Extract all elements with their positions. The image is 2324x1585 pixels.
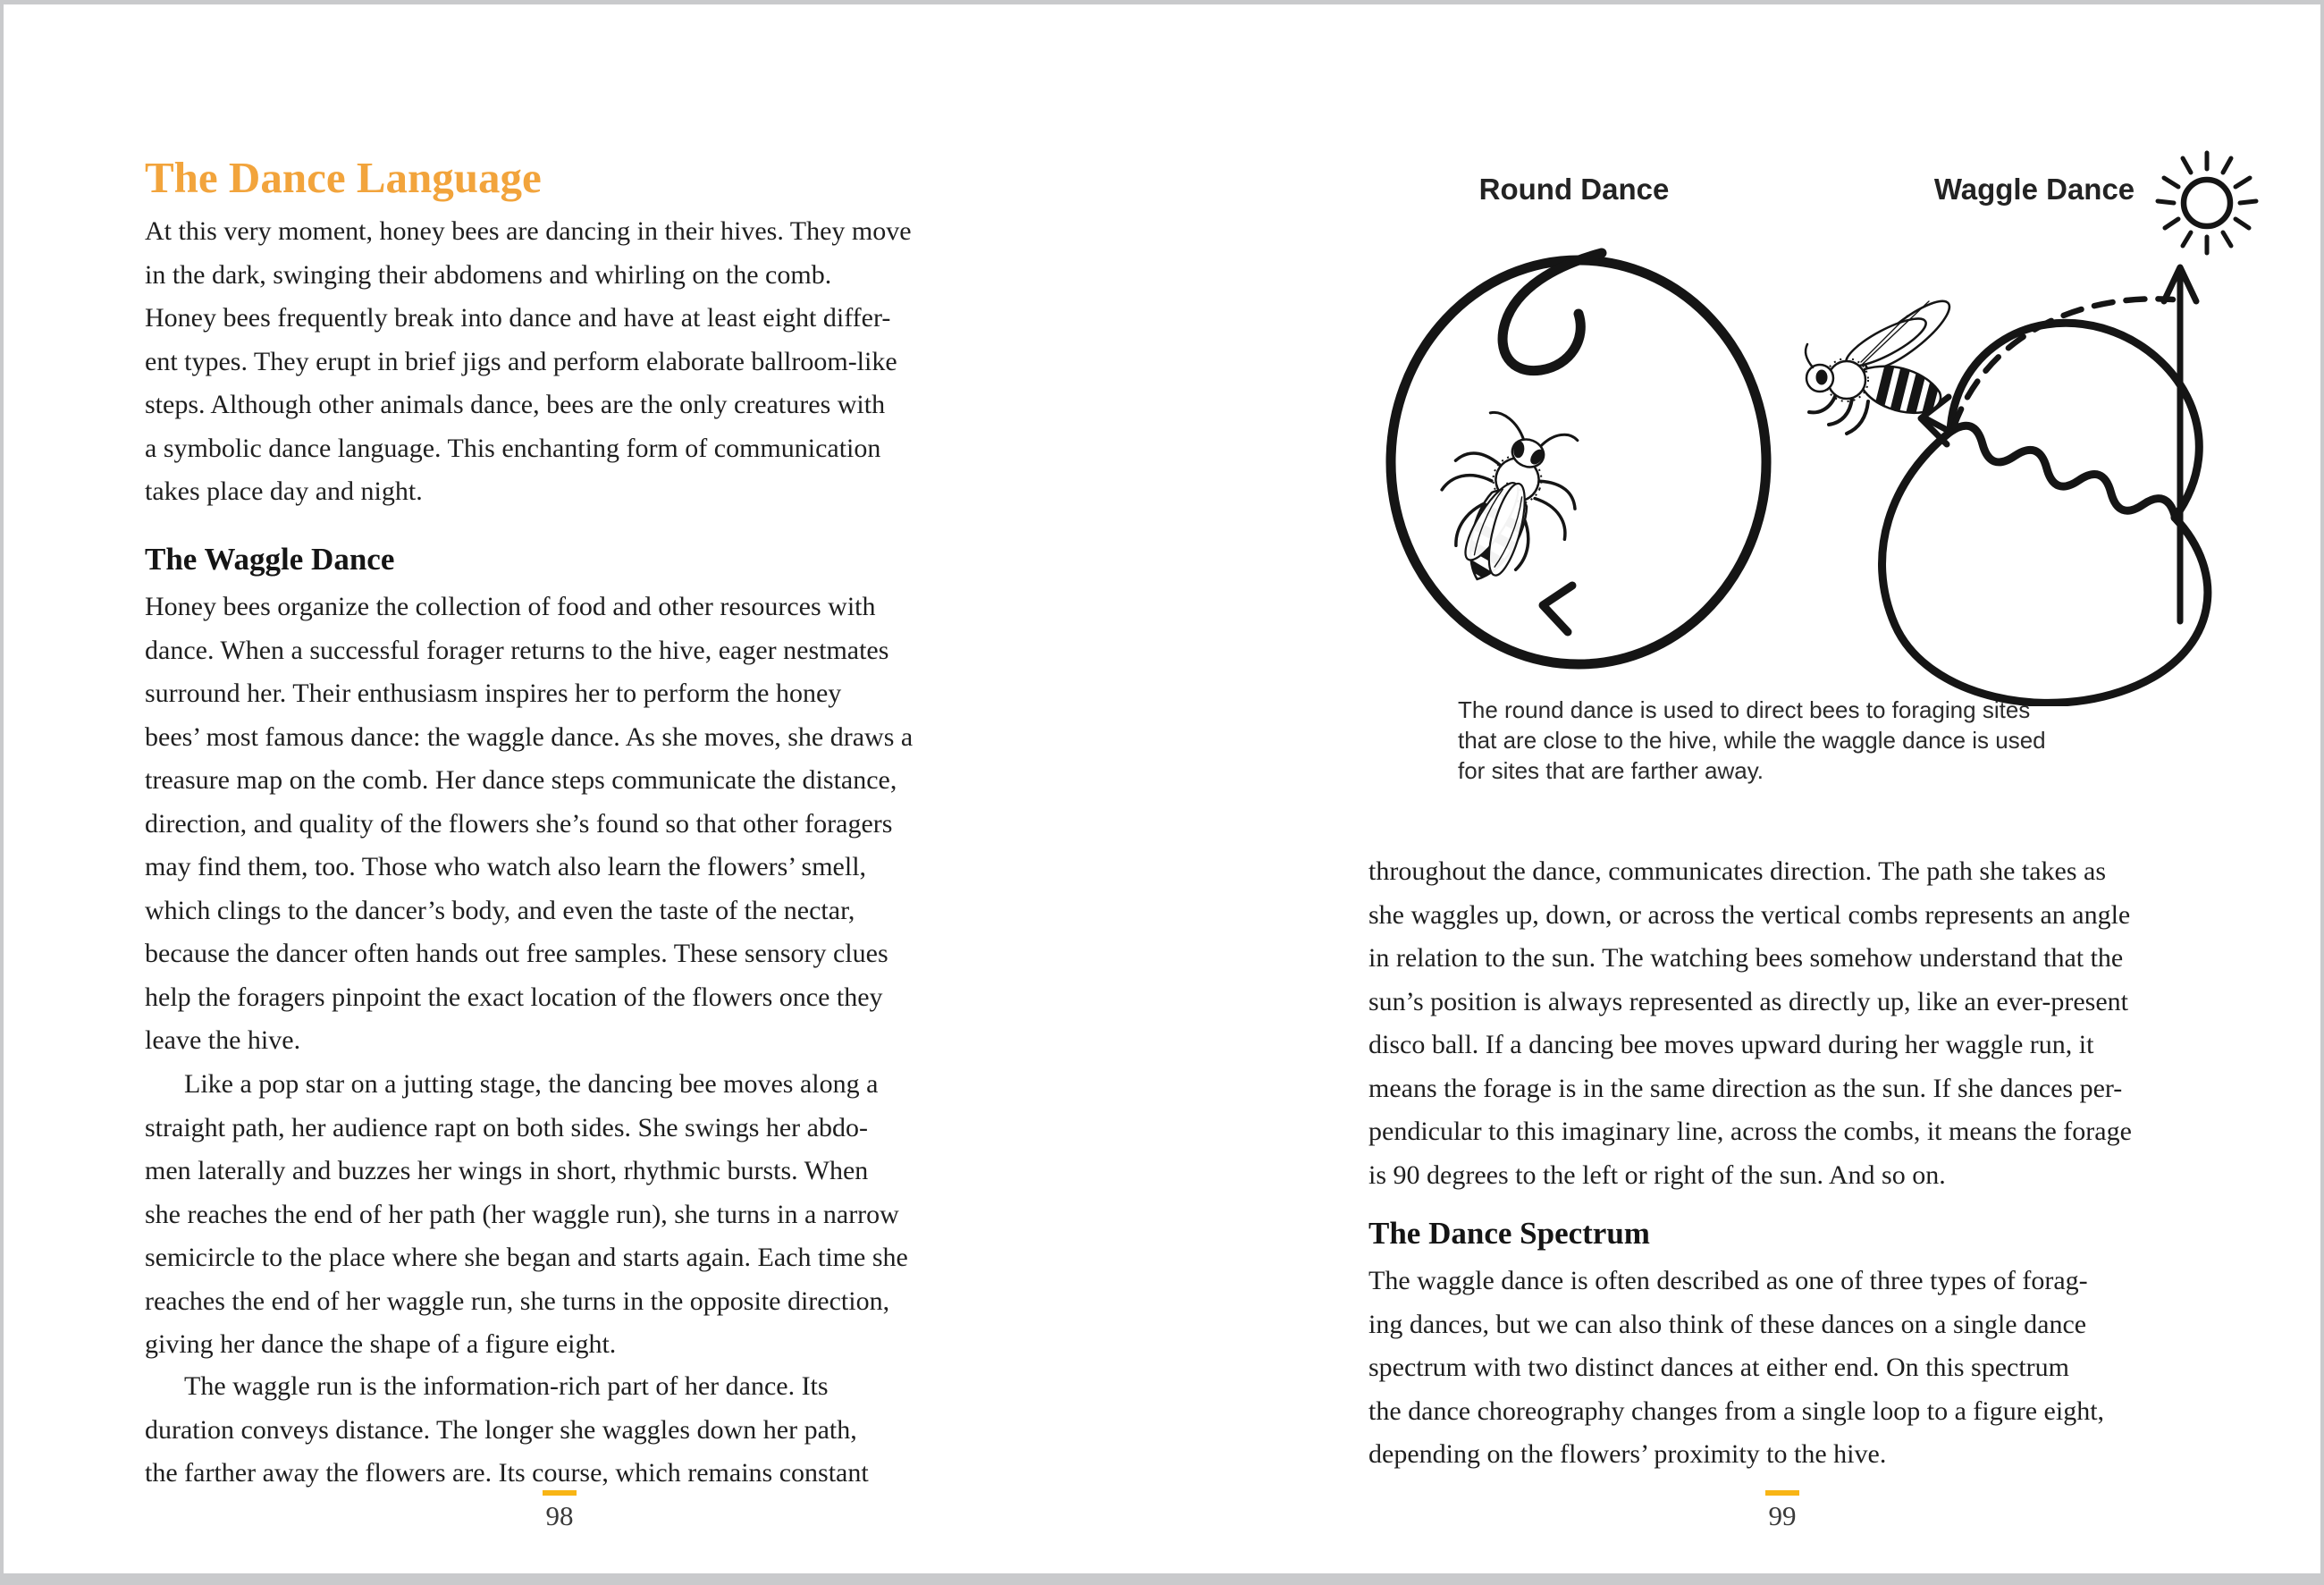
page-number-right: 99: [1768, 1500, 1797, 1531]
text-line: men laterally and buzzes her wings in short, rhythmic bursts. When: [145, 1156, 869, 1185]
text-line: takes place day and night.: [145, 476, 423, 506]
waggle-dance-paragraph-1: [145, 586, 913, 1063]
text-line: The round dance is used to direct bees to foraging sites: [1458, 696, 2031, 723]
intro-paragraph: [145, 210, 912, 514]
text-line: depending on the flowers’ proximity to the hive.: [1368, 1439, 1887, 1469]
text-line: that are close to the hive, while the waggle dance is used: [1458, 727, 2046, 754]
text-line: disco ball. If a dancing bee moves upward during her waggle run, it: [1368, 1030, 2094, 1059]
text-line: steps. Although other animals dance, bees are the only creatures with: [145, 390, 886, 419]
text-line: Honey bees frequently break into dance and have at least eight differ-: [145, 303, 891, 333]
text-line: for sites that are farther away.: [1458, 757, 1764, 784]
text-line: direction, and quality of the flowers she’s found so that other foragers: [145, 808, 893, 839]
text-line: reaches the end of her waggle run, she turns in the opposite direction,: [145, 1286, 890, 1316]
text-line: bees’ most famous dance: the waggle dance. As she moves, she draws a: [145, 721, 914, 752]
text-line: she reaches the end of her path (her waggle run), she turns in a narrow: [145, 1199, 899, 1229]
text-line: semicircle to the place where she began and starts again. Each time she: [145, 1243, 908, 1272]
text-line: the farther away the flowers are. Its course, which remains constant: [145, 1458, 869, 1488]
text-line: in relation to the sun. The watching bees somehow understand that the: [1368, 943, 2124, 973]
page-number-rule: [543, 1490, 577, 1496]
text-line: ent types. They erupt in brief jigs and perform elaborate ballroom-like: [145, 346, 897, 376]
text-line: At this very moment, honey bees are dancing in their hives. They move: [145, 216, 912, 246]
direction-paragraph: [1368, 850, 2132, 1197]
page-number-left: 98: [545, 1500, 574, 1531]
sun-icon: [2158, 153, 2256, 253]
left-page-footer: [504, 1490, 615, 1530]
page-number-rule: [1765, 1490, 1799, 1496]
text-line: Like a pop star on a jutting stage, the dancing bee moves along a: [184, 1069, 879, 1099]
flying-bee-illustration: [1806, 291, 1958, 434]
book-page-spread: [4, 4, 2320, 1573]
bee-dance-figure: [1371, 148, 2265, 706]
right-page-footer: [1727, 1490, 1838, 1530]
text-line: The waggle dance is often described as one of three types of forag-: [1368, 1266, 2088, 1295]
text-line: giving her dance the shape of a figure eight.: [145, 1329, 617, 1359]
text-line: The waggle run is the information-rich part of her dance. Its: [184, 1371, 829, 1401]
section-heading-dance-spectrum: The Dance Spectrum: [1368, 1216, 1650, 1251]
angle-dashed-arc: [1954, 299, 2173, 426]
text-line: sun’s position is always represented as directly up, like an ever-present: [1368, 986, 2128, 1016]
text-line: leave the hive.: [145, 1025, 301, 1055]
text-line: help the foragers pinpoint the exact location of the flowers once they: [145, 982, 883, 1012]
waggle-dance-paragraph-3: [145, 1365, 869, 1496]
text-line: which clings to the dancer’s body, and even the taste of the nectar,: [145, 895, 855, 925]
text-line: spectrum with two distinct dances at either end. On this spectrum: [1368, 1353, 2069, 1382]
dance-spectrum-paragraph: [1368, 1260, 2104, 1477]
waggle-dance-paragraph-2: [145, 1063, 908, 1367]
text-line: treasure map on the comb. Her dance steps communicate the distance,: [145, 765, 897, 795]
text-line: a symbolic dance language. This enchanting form of communication: [145, 433, 881, 463]
text-line: throughout the dance, communicates direction. The path she takes as: [1368, 856, 2107, 886]
text-line: means the forage is in the same direction as the sun. If she dances per-: [1368, 1073, 2123, 1103]
text-line: surround her. Their enthusiasm inspires her to perform the honey: [145, 679, 842, 708]
section-heading-waggle-dance: The Waggle Dance: [145, 542, 395, 577]
text-line: Honey bees organize the collection of food and other resources with: [145, 592, 876, 621]
text-line: may find them, too. Those who watch also learn the flowers’ smell,: [145, 852, 867, 881]
text-line: dance. When a successful forager returns to the hive, eager nestmates: [145, 635, 889, 665]
text-line: she waggles up, down, or across the vertical combs represents an angle: [1368, 899, 2131, 930]
chapter-title: The Dance Language: [145, 153, 542, 202]
text-line: in the dark, swinging their abdomens and whirling on the comb.: [145, 259, 832, 290]
text-line: duration conveys distance. The longer she waggles down her path,: [145, 1414, 857, 1445]
text-line: pendicular to this imaginary line, across the combs, it means the forage: [1368, 1117, 2132, 1146]
text-line: because the dancer often hands out free samples. These sensory clues: [145, 939, 888, 968]
text-line: straight path, her audience rapt on both sides. She swings her abdo-: [145, 1112, 868, 1142]
round-dance-path-drawing: [1391, 253, 1766, 664]
figure-caption: [1458, 695, 2046, 786]
text-line: is 90 degrees to the left or right of the sun. And so on.: [1368, 1159, 1946, 1190]
figure-label-round-dance: Round Dance: [1478, 173, 1670, 206]
text-line: the dance choreography changes from a single loop to a figure eight,: [1368, 1395, 2105, 1426]
dancing-bee-illustration: [1416, 399, 1602, 604]
round-dance-arrowhead-icon: [1543, 586, 1572, 632]
text-line: ing dances, but we can also think of these dances on a single dance: [1368, 1309, 2087, 1339]
figure-label-waggle-dance: Waggle Dance: [1933, 173, 2135, 206]
